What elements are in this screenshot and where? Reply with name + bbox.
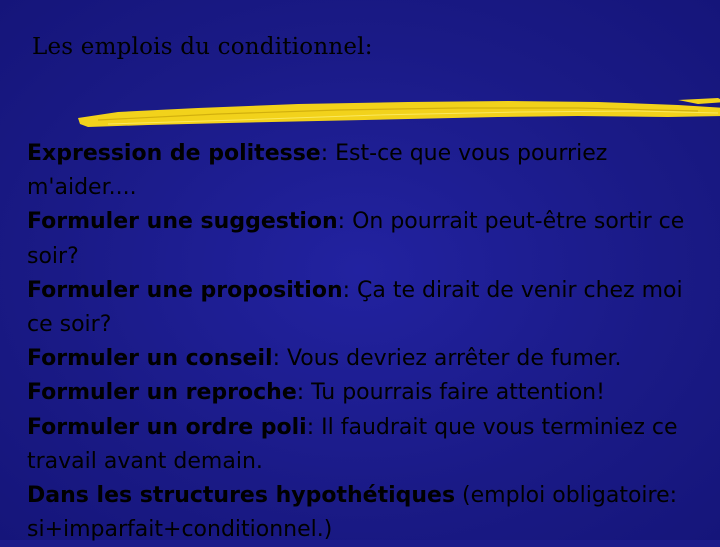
slide-title: Les emplois du conditionnel: bbox=[32, 34, 373, 60]
list-item bbox=[27, 479, 707, 547]
list-item bbox=[27, 205, 707, 273]
item-term: Formuler un conseil bbox=[27, 346, 273, 372]
item-term: Dans les structures hypothétiques bbox=[27, 483, 456, 509]
item-text: : Il faudrait que vous terminiez ce travail avant demain. bbox=[27, 414, 678, 474]
item-term: Formuler une proposition bbox=[27, 277, 343, 303]
item-text: (emploi obligatoire: si+imparfait+conditionnel.) bbox=[27, 483, 678, 543]
list-item bbox=[27, 137, 707, 205]
list-item bbox=[27, 342, 707, 376]
list-item bbox=[27, 274, 707, 342]
content-list bbox=[27, 137, 707, 547]
item-term: Formuler une suggestion bbox=[27, 209, 338, 235]
item-term: Formuler un reproche bbox=[27, 380, 297, 406]
item-text: : Est-ce que vous pourriez m'aider.... bbox=[27, 141, 608, 201]
item-text: : Ça te dirait de venir chez moi ce soir? bbox=[27, 277, 683, 338]
title-underline-stroke bbox=[78, 96, 720, 130]
item-text: : Tu pourrais faire attention! bbox=[296, 380, 605, 406]
item-text: : On pourrait peut-être sortir ce soir? bbox=[27, 209, 685, 269]
list-item bbox=[27, 411, 707, 479]
item-term: Expression de politesse bbox=[27, 141, 321, 166]
item-term: Formuler un ordre poli bbox=[27, 414, 307, 440]
item-text: : Vous devriez arrêter de fumer. bbox=[272, 346, 622, 372]
list-item bbox=[27, 376, 707, 410]
